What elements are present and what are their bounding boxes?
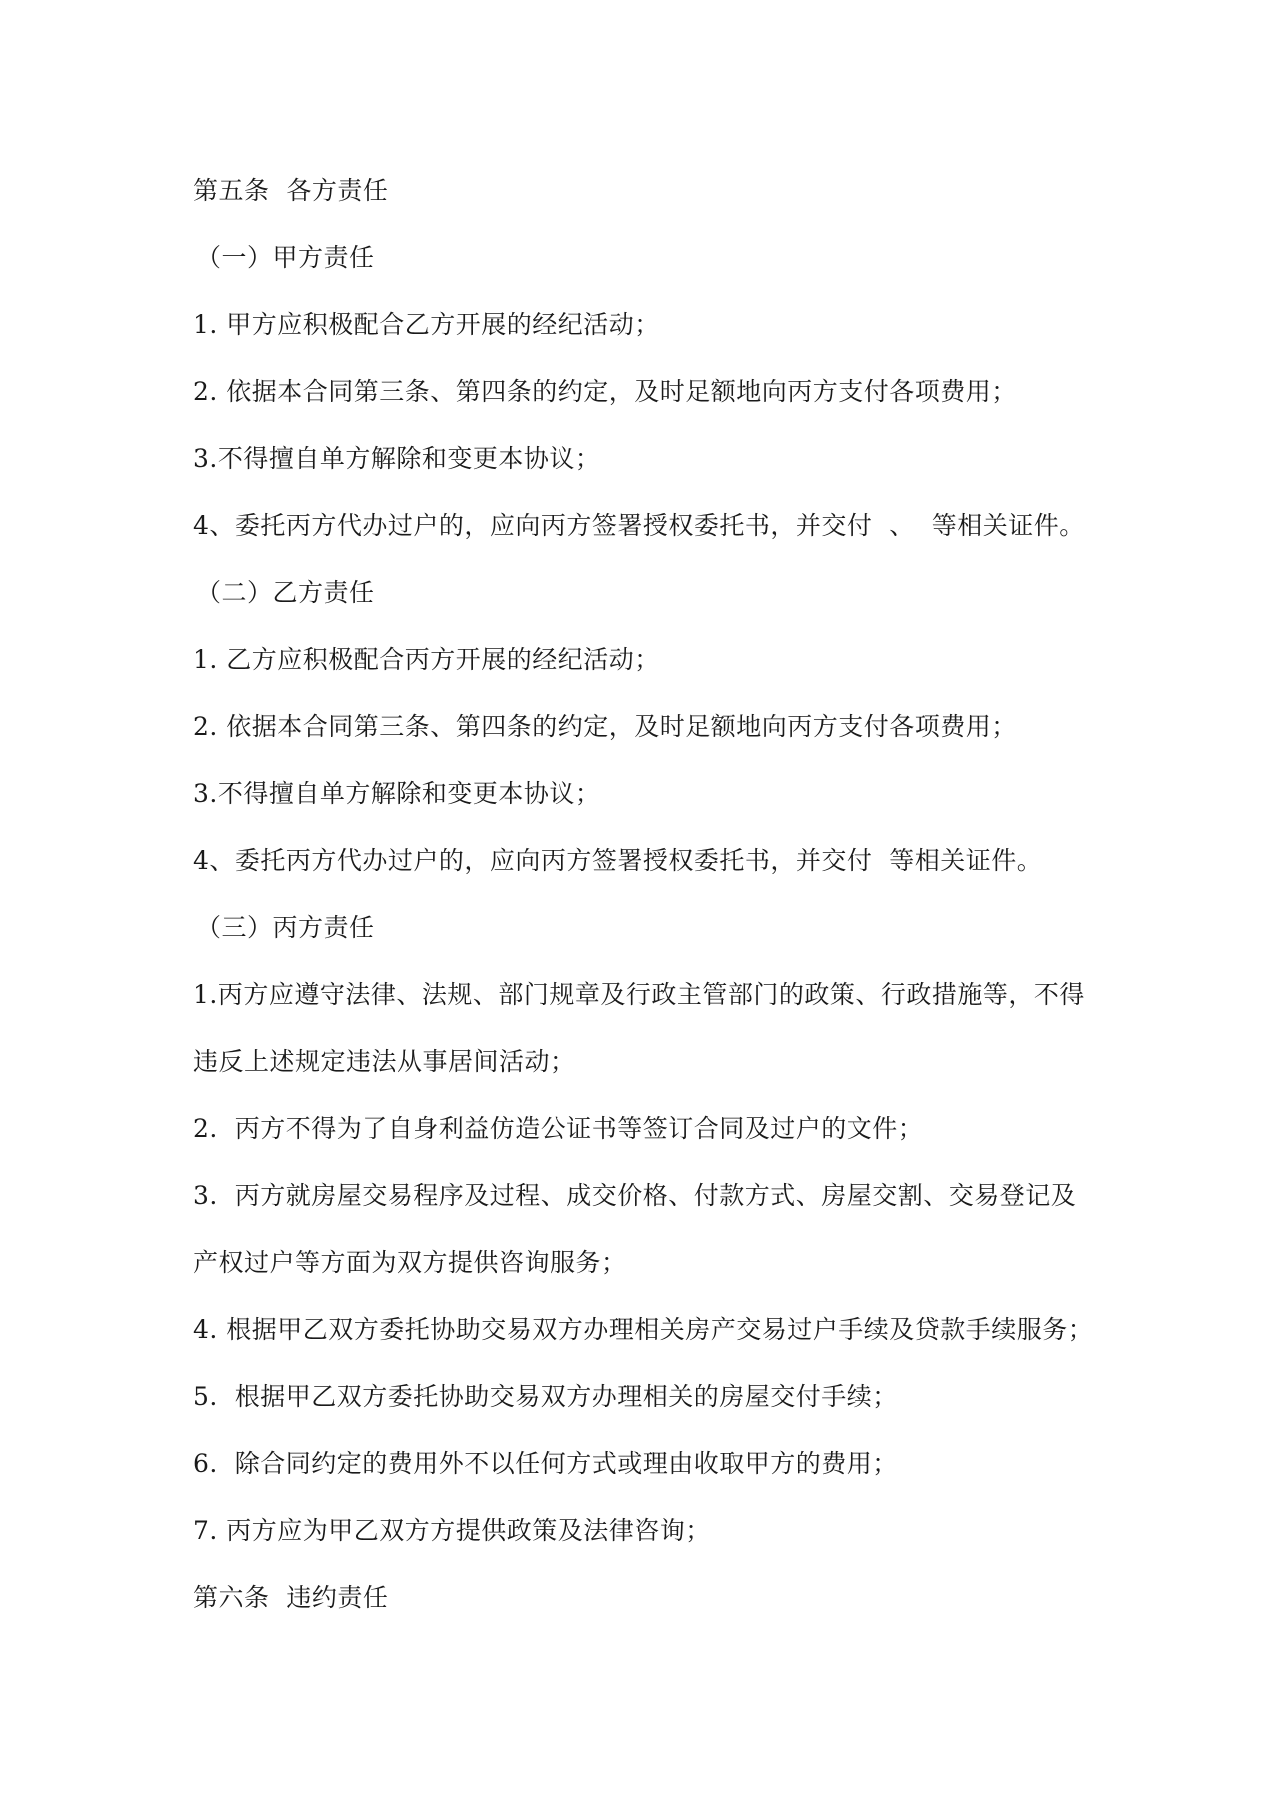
party-b-item-1: 1. 乙方应积极配合丙方开展的经纪活动； [193, 645, 660, 674]
party-b-heading: （二）乙方责任 [196, 578, 375, 607]
party-b-item-3: 3.不得擅自单方解除和变更本协议； [193, 779, 601, 808]
party-a-item-2: 2. 依据本合同第三条、第四条的约定，及时足额地向丙方支付各项费用； [193, 377, 1017, 406]
party-c-heading: （三）丙方责任 [196, 913, 375, 942]
party-a-item-4: 4、委托丙方代办过户的，应向丙方签署授权委托书，并交付 、 等相关证件。 [193, 511, 1085, 540]
party-c-item-1-line-1: 1.丙方应遵守法律、法规、部门规章及行政主管部门的政策、行政措施等，不得 [193, 980, 1085, 1009]
party-c-item-3-line-1: 3. 丙方就房屋交易程序及过程、成交价格、付款方式、房屋交割、交易登记及 [193, 1181, 1077, 1210]
party-a-heading: （一）甲方责任 [196, 243, 375, 272]
party-b-item-4: 4、委托丙方代办过户的，应向丙方签署授权委托书，并交付 等相关证件。 [193, 846, 1043, 875]
party-c-item-2: 2. 丙方不得为了自身利益仿造公证书等签订合同及过户的文件； [193, 1114, 924, 1143]
party-c-item-5: 5. 根据甲乙双方委托协助交易双方办理相关的房屋交付手续； [193, 1382, 898, 1411]
party-c-item-3-line-2: 产权过户等方面为双方提供咨询服务； [193, 1248, 627, 1277]
party-a-item-3: 3.不得擅自单方解除和变更本协议； [193, 444, 601, 473]
party-c-item-6: 6. 除合同约定的费用外不以任何方式或理由收取甲方的费用； [193, 1449, 898, 1478]
party-b-item-2: 2. 依据本合同第三条、第四条的约定，及时足额地向丙方支付各项费用； [193, 712, 1017, 741]
party-a-item-1: 1. 甲方应积极配合乙方开展的经纪活动； [193, 310, 660, 339]
article-6-heading: 第六条 违约责任 [193, 1583, 389, 1612]
party-c-item-1-line-2: 违反上述规定违法从事居间活动； [193, 1047, 576, 1076]
article-5-heading: 第五条 各方责任 [193, 176, 389, 205]
party-c-item-7: 7. 丙方应为甲乙双方方提供政策及法律咨询； [193, 1516, 711, 1545]
party-c-item-4: 4. 根据甲乙双方委托协助交易双方办理相关房产交易过户手续及贷款手续服务； [193, 1315, 1094, 1344]
